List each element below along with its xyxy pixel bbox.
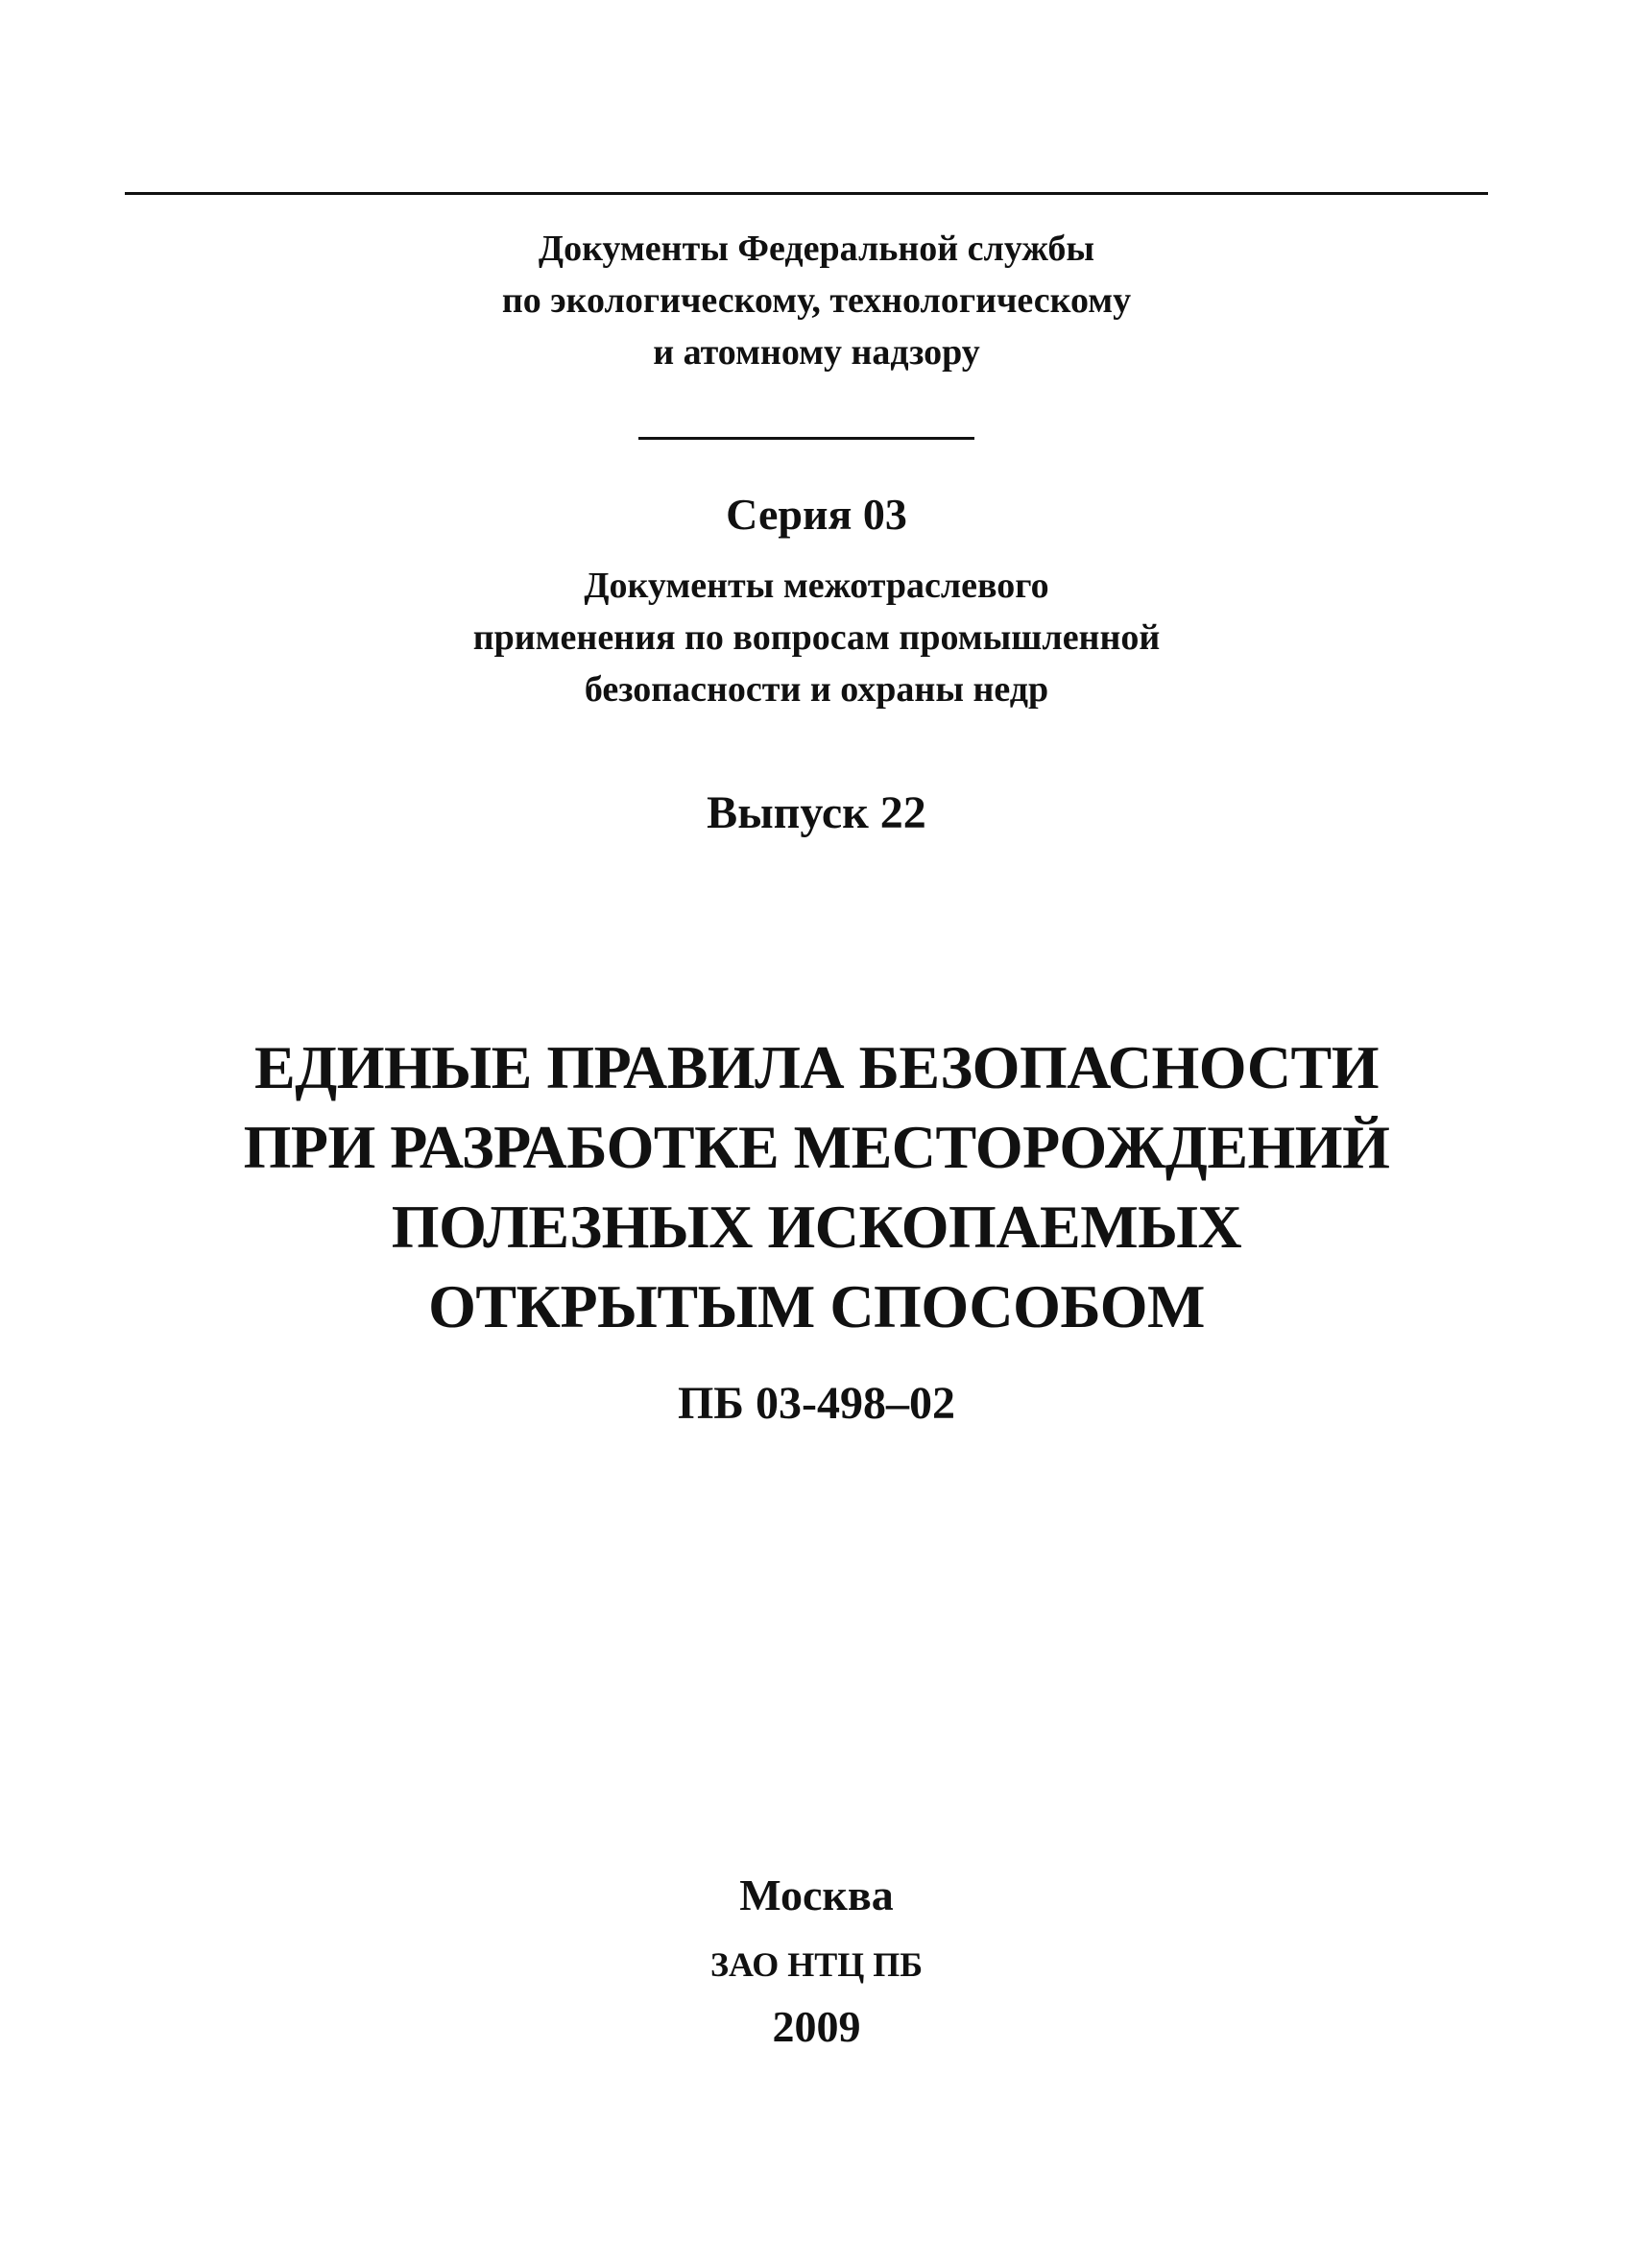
- section-divider: [638, 437, 974, 440]
- series-description: [0, 560, 1633, 715]
- series-description-line: безопасности и охраны недр: [584, 669, 1049, 710]
- series-description-line: Документы межотраслевого: [584, 566, 1049, 606]
- top-divider: [125, 192, 1488, 195]
- agency-line: Документы Федеральной службы: [538, 229, 1095, 269]
- document-title-line: ПРИ РАЗРАБОТКЕ МЕСТОРОЖДЕНИЙ: [243, 1113, 1390, 1181]
- document-title-line: ПОЛЕЗНЫХ ИСКОПАЕМЫХ: [391, 1193, 1242, 1261]
- series-title: Серия 03: [726, 490, 907, 539]
- agency-line: по экологическому, технологическому: [501, 280, 1132, 321]
- series-description-line: применения по вопросам промышленной: [472, 617, 1161, 658]
- imprint-publisher: ЗАО НТЦ ПБ: [709, 1945, 924, 1984]
- imprint-year: 2009: [772, 2002, 861, 2051]
- document-title-line: ЕДИНЫЕ ПРАВИЛА БЕЗОПАСНОСТИ: [254, 1033, 1379, 1101]
- document-title-line: ОТКРЫТЫМ СПОСОБОМ: [428, 1272, 1205, 1340]
- agency-line: и атомному надзору: [653, 332, 980, 373]
- document-title: [0, 1027, 1633, 1346]
- document-code: ПБ 03-498–02: [677, 1378, 956, 1429]
- imprint-city: Москва: [739, 1870, 894, 1919]
- issue-number: Выпуск 22: [707, 787, 926, 838]
- agency-header: [0, 223, 1633, 378]
